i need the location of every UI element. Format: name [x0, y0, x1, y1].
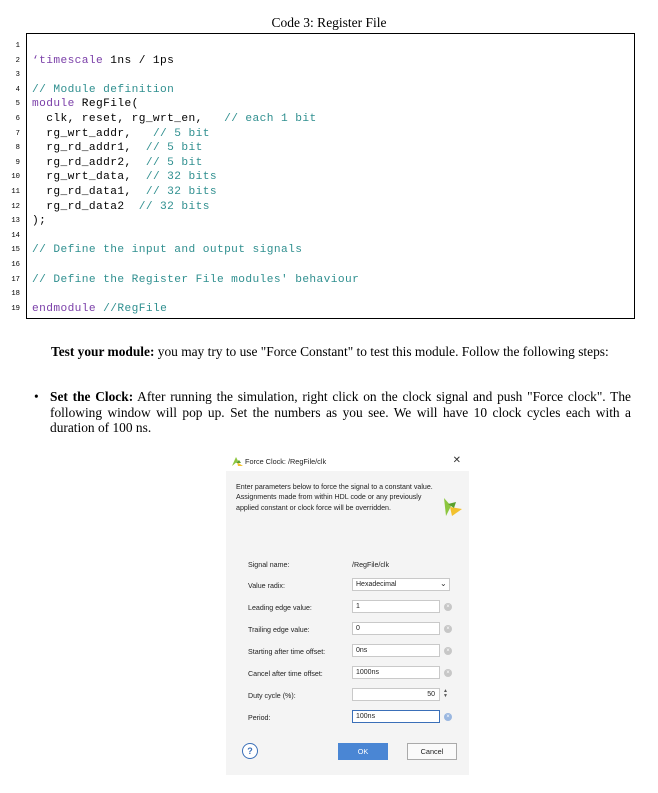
keyword: module [32, 98, 75, 111]
code-comment: // Module definition [32, 83, 175, 96]
clear-icon[interactable]: × [444, 625, 452, 633]
code-line [32, 141, 359, 156]
code-comment: // each 1 bit [224, 112, 317, 125]
line-number: 15 [11, 246, 20, 255]
line-number: 10 [11, 173, 20, 182]
line-number: 4 [15, 85, 20, 94]
code-line [32, 112, 359, 127]
period-input[interactable]: 100ns [352, 710, 440, 723]
start-offset-input[interactable]: 0ns [352, 644, 440, 657]
line-number: 18 [11, 290, 20, 299]
bullet-item [34, 389, 631, 436]
code-rest: RegFile( [74, 98, 139, 111]
code-line [32, 214, 359, 229]
chevron-down-icon[interactable]: ⌄ [440, 579, 447, 588]
code-comment: // 32 bits [145, 185, 217, 198]
keyword: endmodule [32, 302, 97, 315]
code-line [32, 287, 359, 302]
signal-name-label: Signal name: [248, 561, 290, 569]
line-number: 12 [11, 202, 20, 211]
line-numbers [8, 39, 20, 316]
cancel-offset-label: Cancel after time offset: [248, 670, 323, 678]
code-caption: Code 3: Register File [271, 15, 387, 30]
code-comment: // 32 bits [138, 200, 210, 213]
code-listing [32, 39, 359, 316]
signal-name-value: /RegFile/clk [352, 561, 390, 569]
code-line [32, 258, 359, 273]
code-text: rg_rd_addr2, [32, 156, 146, 169]
code-line [32, 83, 359, 98]
code-line [32, 156, 359, 171]
line-number: 13 [11, 217, 20, 226]
trailing-edge-label: Trailing edge value: [248, 626, 310, 634]
line-number: 11 [11, 187, 20, 196]
bullet-text: After running the simulation, right click on the clock signal and push "Force clock". The following window will pop up. Set the numbers as you see. We will have 10 clock cycles each with a duration of 100 ns. [50, 389, 631, 435]
code-text: rg_rd_data2 [32, 200, 139, 213]
code-line [32, 97, 359, 112]
cancel-offset-input[interactable]: 1000ns [352, 666, 440, 679]
line-number: 2 [15, 56, 20, 65]
cancel-button[interactable]: Cancel [407, 743, 457, 760]
paragraph-text: you may try to use "Force Constant" to test this module. Follow the following steps: [154, 344, 609, 359]
spinner-icon[interactable]: ▲ ▼ [443, 688, 448, 699]
bullet-dot-icon: • [34, 389, 39, 404]
duty-cycle-input[interactable]: 50 [352, 688, 440, 701]
code-comment: // 32 bits [145, 171, 217, 184]
line-number: 17 [11, 275, 20, 284]
line-number: 1 [15, 42, 20, 50]
code-text: rg_rd_addr1, [32, 142, 146, 155]
close-icon[interactable]: ✕ [452, 455, 461, 466]
line-number: 7 [15, 129, 20, 138]
code-line [32, 170, 359, 185]
line-number: 9 [15, 158, 20, 167]
code-comment: // 5 bit [152, 127, 210, 140]
code-line [32, 39, 359, 54]
code-line [32, 185, 359, 200]
line-number: 8 [15, 144, 20, 153]
clear-icon[interactable]: × [444, 713, 452, 721]
force-clock-dialog [226, 451, 469, 775]
code-comment: // 5 bit [145, 156, 203, 169]
code-line [32, 229, 359, 244]
instructions-paragraph [33, 344, 631, 360]
code-line [32, 243, 359, 258]
code-line [32, 54, 359, 69]
dialog-title: Force Clock: /RegFile/clk [245, 457, 327, 466]
dialog-intro: Enter parameters below to force the signal to a constant value. Assignments made from within HDL code or any previously applied constant or clock force will be overridden. [236, 483, 433, 512]
code-text: rg_rd_data1, [32, 185, 146, 198]
clear-icon[interactable]: × [444, 647, 452, 655]
start-offset-label: Starting after time offset: [248, 648, 326, 656]
line-number: 3 [15, 71, 20, 80]
help-button[interactable]: ? [242, 743, 258, 759]
code-text: rg_wrt_addr, [32, 127, 153, 140]
clear-icon[interactable]: × [444, 669, 452, 677]
paragraph-bold: Test your module: [51, 344, 155, 359]
trailing-edge-input[interactable]: 0 [352, 622, 440, 635]
value-radix-select[interactable]: Hexadecimal [352, 578, 450, 591]
line-number: 6 [15, 114, 20, 123]
code-comment: //RegFile [103, 302, 168, 315]
dialog-header [226, 451, 469, 471]
vivado-logo-icon [232, 457, 243, 466]
clear-icon[interactable]: × [444, 603, 452, 611]
ok-button[interactable]: OK [338, 743, 388, 760]
code-rest: 1ns / 1ps [103, 54, 175, 67]
code-comment: // Define the input and output signals [32, 244, 303, 257]
code-line [32, 273, 359, 288]
code-text [32, 55, 174, 67]
code-comment: // 5 bit [145, 142, 203, 155]
vivado-large-logo-icon [442, 496, 462, 518]
code-line [32, 68, 359, 83]
code-text [32, 98, 139, 110]
bullet-bold: Set the Clock: [50, 389, 134, 404]
line-number: 5 [15, 100, 20, 109]
code-text: rg_wrt_data, [32, 171, 146, 184]
code-text [32, 303, 103, 315]
code-text: clk, reset, rg_wrt_en, [32, 112, 225, 125]
value-radix-label: Value radix: [248, 582, 285, 590]
line-number: 14 [11, 231, 20, 240]
line-number: 19 [11, 304, 20, 313]
leading-edge-input[interactable]: 1 [352, 600, 440, 613]
code-line [32, 302, 359, 317]
leading-edge-label: Leading edge value: [248, 604, 312, 612]
keyword: ‘timescale [32, 54, 104, 67]
duty-cycle-label: Duty cycle (%): [248, 692, 296, 700]
line-number: 16 [11, 260, 20, 269]
code-line [32, 127, 359, 142]
code-text: ); [32, 215, 47, 228]
code-comment: // Define the Register File modules' behaviour [32, 273, 360, 286]
code-line [32, 200, 359, 215]
period-label: Period: [248, 714, 271, 722]
